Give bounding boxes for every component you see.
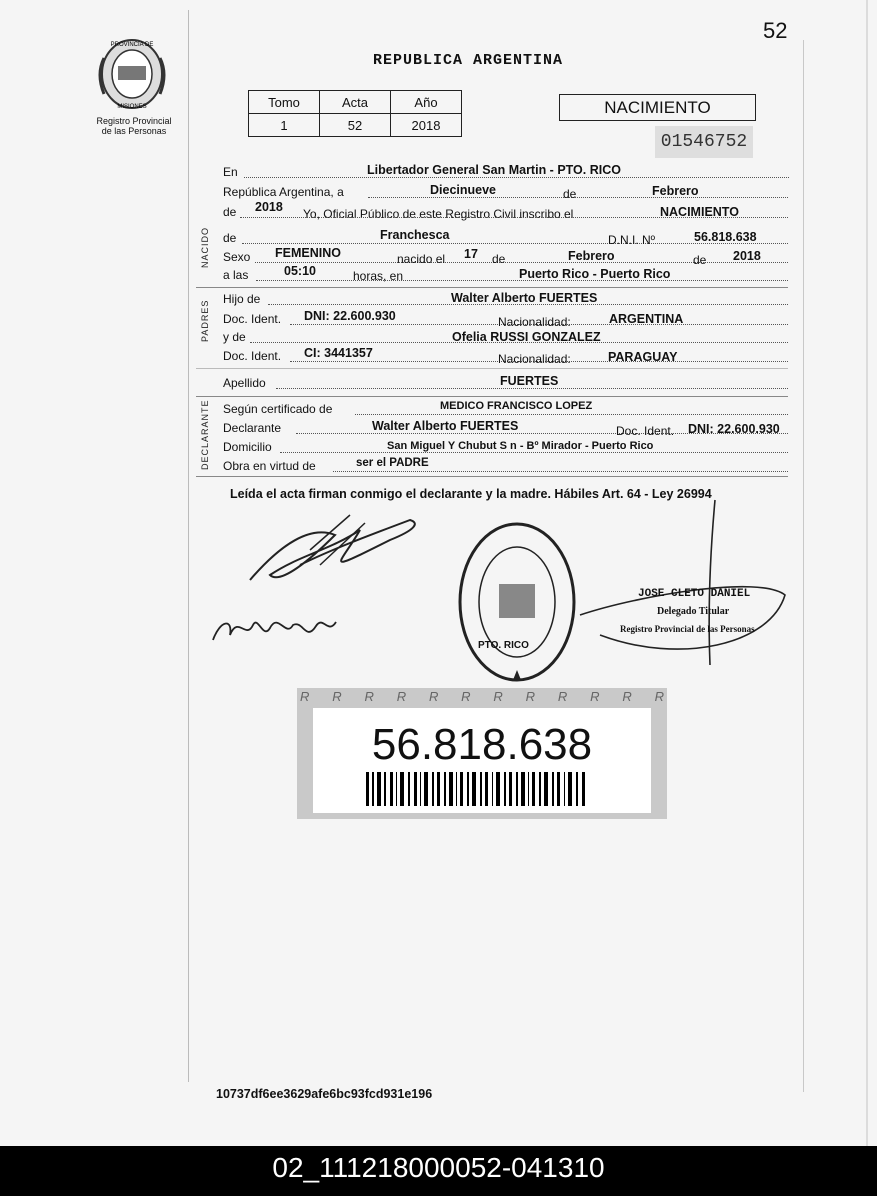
de2-label: de (223, 205, 237, 219)
birth-month: Febrero (568, 249, 615, 263)
de-label: de (563, 187, 577, 201)
right-rule (803, 40, 804, 1092)
stamp-bottom-text: PTO. RICO (478, 640, 529, 651)
birth-day: 17 (464, 247, 478, 261)
section-padres: PADRES (200, 299, 210, 342)
volume-value-row (249, 114, 462, 137)
volume-table (248, 90, 462, 137)
obra-label: Obra en virtud de (223, 459, 316, 473)
logo-caption (84, 116, 184, 136)
nacido-de3-label: de (693, 253, 707, 267)
separator-3 (196, 396, 788, 397)
obra-line (333, 471, 788, 472)
horas-label: horas, en (353, 269, 404, 283)
mother-doc-label: Doc. Ident. (223, 349, 282, 363)
time-value: 05:10 (284, 264, 316, 278)
declarant-signature (240, 505, 430, 595)
name-value: Franchesca (380, 228, 450, 242)
pattern-mark: R (590, 689, 600, 704)
nacido-de2-label: de (492, 252, 506, 266)
pattern-mark: R (428, 689, 439, 704)
closing-statement: Leída el acta firman conmigo el declarante y la madre. Hábiles Art. 64 - Ley 26994 (230, 487, 712, 501)
year-value: 2018 (255, 200, 283, 214)
dni-value: 56.818.638 (694, 230, 757, 244)
pattern-mark: R (525, 689, 536, 704)
mother-name: Ofelia RUSSI GONZALEZ (452, 330, 601, 344)
document-hash: 10737df6ee3629afe6bc93fcd931e196 (216, 1087, 433, 1101)
en-line (244, 177, 789, 178)
type-value: NACIMIENTO (660, 205, 739, 219)
mother-signature (208, 600, 348, 655)
header-acta: Acta (320, 91, 391, 114)
official-name: JOSE CLETO DANIEL (638, 588, 751, 600)
apellido-label: Apellido (223, 376, 266, 390)
cert-label: Según certificado de (223, 402, 333, 416)
father-nat-label: Nacionalidad: (498, 315, 571, 329)
page-edge (866, 0, 868, 1146)
pattern-mark: R (461, 689, 471, 704)
en-label: En (223, 165, 238, 179)
cert-value: MEDICO FRANCISCO LOPEZ (440, 400, 593, 412)
dni-label: D.N.I. Nº (608, 233, 656, 247)
father-doc: DNI: 22.600.930 (304, 309, 396, 323)
pattern-mark: R (300, 689, 310, 704)
hijo-label: Hijo de (223, 292, 261, 306)
official-title: Delegado Titular (657, 606, 730, 617)
margin-rule (188, 10, 189, 1082)
yde-label: y de (223, 330, 246, 344)
mother-nat-label: Nacionalidad: (498, 352, 571, 366)
dom-value: San Miguel Y Chubut S n - Bº Mirador - Puerto Rico (387, 440, 654, 452)
sexo-value: FEMENINO (275, 246, 341, 260)
value-acta: 52 (320, 114, 391, 137)
page-title: REPUBLICA ARGENTINA (373, 52, 564, 69)
id-number: 56.818.638 (371, 720, 593, 769)
dom-label: Domicilio (223, 440, 272, 454)
section-nacido: NACIDO (200, 226, 210, 268)
pattern-mark: R (622, 689, 632, 704)
birth-year: 2018 (733, 249, 761, 263)
pattern-mark: R (557, 689, 568, 704)
alas-label: a las (223, 268, 249, 282)
yo-text: Yo, Oficial Público de este Registro Civil inscribo el (303, 207, 574, 221)
sexo-label: Sexo (223, 250, 251, 264)
pattern-mark: R (396, 689, 407, 704)
place-value: Puerto Rico - Puerto Rico (519, 267, 671, 281)
obra-value: ser el PADRE (356, 457, 429, 469)
logo-caption-line1: Registro Provincial (96, 116, 172, 126)
day-value: Diecinueve (430, 183, 497, 197)
provincial-seal-logo (96, 36, 168, 112)
mother-doc: CI: 3441357 (304, 346, 373, 360)
page-number: 52 (763, 18, 788, 43)
dom-line (280, 452, 788, 453)
logo-caption-line2: de las Personas (101, 126, 167, 136)
mother-nat: PARAGUAY (608, 350, 678, 364)
month-value: Febrero (652, 184, 699, 198)
nacido-el-label: nacido el (397, 252, 446, 266)
section-declarante: DECLARANTE (200, 399, 210, 470)
pattern-mark: R (493, 689, 503, 704)
footer-id: 02_111218000052-041310 (0, 1146, 877, 1196)
header-anio: Año (391, 91, 462, 114)
separator-1 (196, 287, 788, 288)
pattern-mark: R (364, 689, 374, 704)
decl-doc-label: Doc. Ident. (616, 424, 675, 438)
decl-value: Walter Alberto FUERTES (372, 419, 519, 433)
father-nat: ARGENTINA (609, 312, 684, 326)
separator-4 (196, 476, 788, 477)
apellido-line (276, 388, 788, 389)
seal-top-text: PROVINCIA DE (110, 42, 154, 48)
seal-bottom-text: MISIONES (117, 104, 147, 110)
volume-header-row (249, 91, 462, 114)
cert-line (355, 414, 788, 415)
date-line (368, 197, 788, 198)
father-name: Walter Alberto FUERTES (451, 291, 598, 305)
pattern-mark: R (654, 689, 664, 704)
official-office: Registro Provincial de las Personas (620, 624, 755, 634)
header-tomo: Tomo (249, 91, 320, 114)
decl-doc-value: DNI: 22.600.930 (688, 422, 780, 436)
nacido-de-label: de (223, 231, 237, 245)
record-type-box: NACIMIENTO (559, 94, 756, 121)
apellido-value: FUERTES (500, 374, 559, 388)
republica-label: República Argentina, a (223, 185, 344, 199)
barcode (366, 772, 588, 806)
separator-2 (196, 368, 788, 369)
pattern-mark: R (332, 689, 342, 704)
value-anio: 2018 (391, 114, 462, 137)
decl-label: Declarante (223, 421, 282, 435)
en-value: Libertador General San Martin - PTO. RICO (367, 163, 621, 177)
serial-number: 01546752 (655, 126, 753, 158)
pattern-row (300, 689, 664, 704)
value-tomo: 1 (249, 114, 320, 137)
sexo-line (255, 262, 788, 263)
father-doc-label: Doc. Ident. (223, 312, 282, 326)
